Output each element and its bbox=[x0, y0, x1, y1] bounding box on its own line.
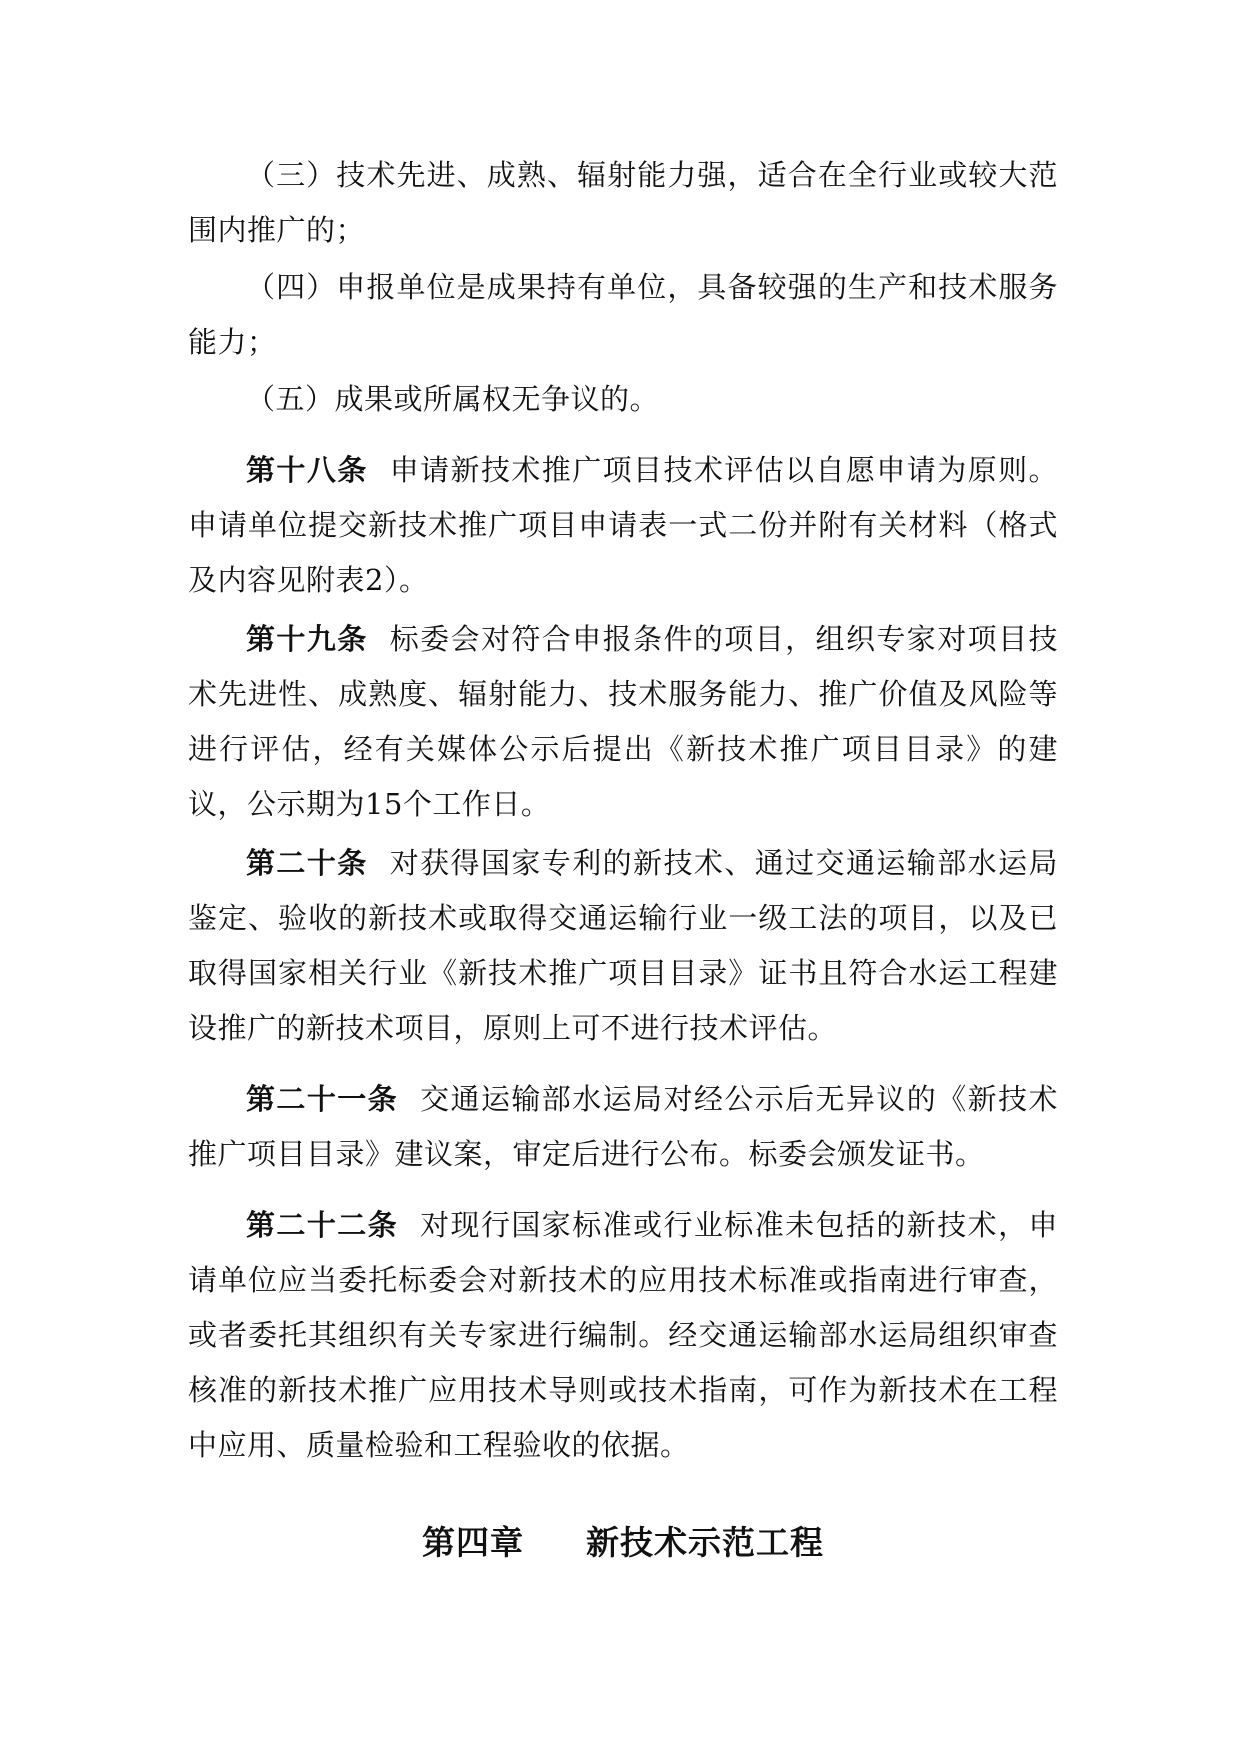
list-item: （三）技术先进、成熟、辐射能力强，适合在全行业或较大范围内推广的； bbox=[188, 158, 1058, 247]
article-text: 交通运输部水运局对经公示后无异议的《新技术推广项目目录》建议案，审定后进行公布。标委会颁发证书。 bbox=[188, 1082, 1058, 1171]
article-label: 第十八条 bbox=[246, 453, 368, 487]
article-label: 第二十一条 bbox=[246, 1082, 399, 1116]
list-item: （四）申报单位是成果持有单位，具备较强的生产和技术服务能力； bbox=[188, 270, 1058, 359]
article-text: 对获得国家专利的新技术、通过交通运输部水运局鉴定、验收的新技术或取得交通运输行业一级工法的项目，以及已取得国家相关行业《新技术推广项目目录》证书且符合水运工程建设推广的新技术项目，原则上可不进行技术评估。 bbox=[188, 846, 1058, 1045]
article-label: 第二十条 bbox=[246, 846, 368, 880]
article-18 bbox=[188, 443, 1058, 608]
chapter-number: 第四章 bbox=[422, 1523, 524, 1562]
article-22 bbox=[188, 1198, 1058, 1473]
list-item: （五）成果或所属权无争议的。 bbox=[246, 382, 660, 416]
chapter-heading bbox=[188, 1517, 1058, 1564]
article-20 bbox=[188, 836, 1058, 1056]
article-text: 申请新技术推广项目技术评估以自愿申请为原则。申请单位提交新技术推广项目申请表一式二份并附有关材料（格式及内容见附表2）。 bbox=[188, 453, 1058, 597]
chapter-title: 新技术示范工程 bbox=[586, 1523, 824, 1562]
article-label: 第十九条 bbox=[246, 622, 368, 656]
article-label: 第二十二条 bbox=[246, 1208, 399, 1242]
document-page bbox=[188, 148, 1058, 1564]
article-text: 对现行国家标准或行业标准未包括的新技术，申请单位应当委托标委会对新技术的应用技术标准或指南进行审查，或者委托其组织有关专家进行编制。经交通运输部水运局组织审查核准的新技术推广应用技术导则或技术指南，可作为新技术在工程中应用、质量检验和工程验收的依据。 bbox=[188, 1208, 1058, 1462]
article-text: 标委会对符合申报条件的项目，组织专家对项目技术先进性、成熟度、辐射能力、技术服务能力、推广价值及风险等进行评估，经有关媒体公示后提出《新技术推广项目目录》的建议，公示期为15个工作日。 bbox=[188, 622, 1058, 821]
article-21 bbox=[188, 1072, 1058, 1182]
article-19 bbox=[188, 612, 1058, 832]
